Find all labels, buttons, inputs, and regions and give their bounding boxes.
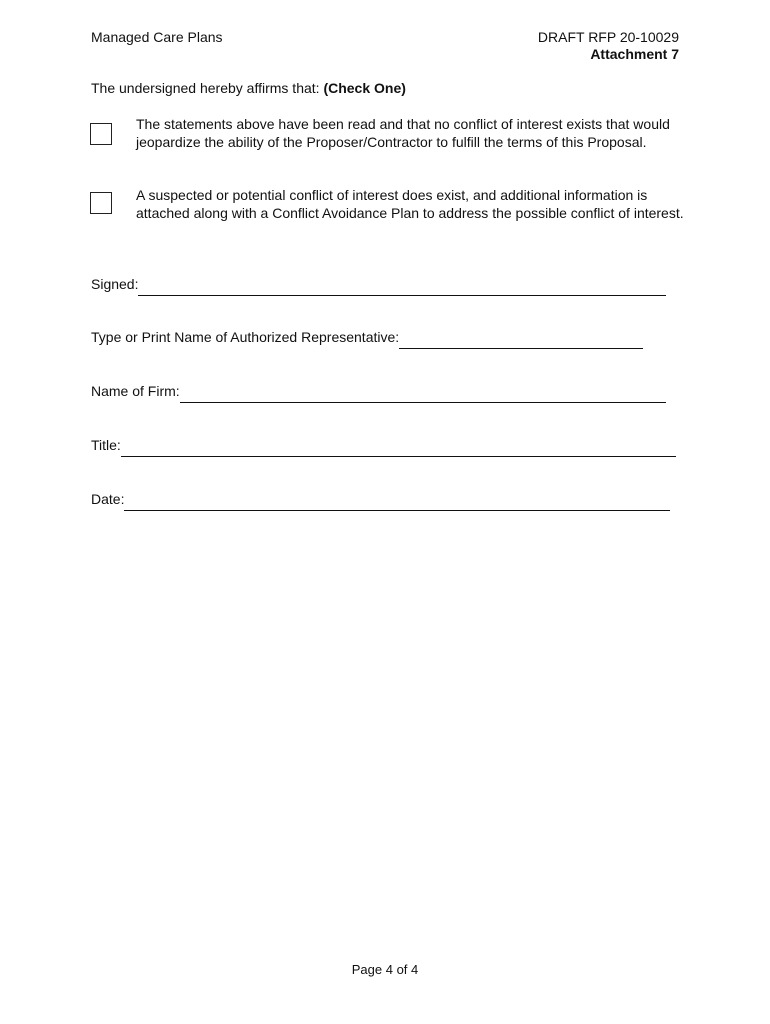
- title-label: Title:: [91, 437, 121, 453]
- no-conflict-checkbox[interactable]: [90, 123, 112, 145]
- firm-name-label: Name of Firm:: [91, 383, 180, 399]
- title-field: [91, 437, 676, 453]
- title-line[interactable]: [121, 440, 676, 457]
- no-conflict-option-text: The statements above have been read and that no conflict of interest exists that would jeopardize the ability of the Proposer/Contractor to fulfill the terms of this Proposal.: [136, 116, 670, 150]
- header-rfp-info: [538, 29, 679, 63]
- signed-field: [91, 276, 666, 292]
- conflict-exists-checkbox[interactable]: [90, 192, 112, 214]
- signed-line[interactable]: [138, 279, 666, 296]
- representative-name-label: Type or Print Name of Authorized Representative:: [91, 329, 400, 345]
- date-field: [91, 491, 670, 507]
- affirmation-intro: [91, 80, 406, 96]
- firm-name-line[interactable]: [180, 386, 666, 403]
- representative-name-line[interactable]: [399, 332, 643, 349]
- attachment-label: Attachment 7: [590, 46, 679, 62]
- rfp-number: DRAFT RFP 20-10029: [537, 29, 679, 45]
- firm-name-field: [91, 383, 666, 399]
- check-one-instruction: (Check One): [323, 80, 406, 96]
- date-label: Date:: [91, 491, 125, 507]
- page-number: Page 4 of 4: [351, 962, 419, 977]
- conflict-exists-option-text: A suspected or potential conflict of interest does exist, and additional information is attached along with a Conflict Avoidance Plan to address the possible conflict of interest.: [136, 187, 684, 221]
- date-line[interactable]: [124, 494, 670, 511]
- signed-label: Signed:: [91, 276, 139, 292]
- affirmation-text: The undersigned hereby affirms that:: [91, 80, 324, 96]
- header-document-title: Managed Care Plans: [91, 29, 223, 45]
- representative-name-field: [91, 329, 643, 345]
